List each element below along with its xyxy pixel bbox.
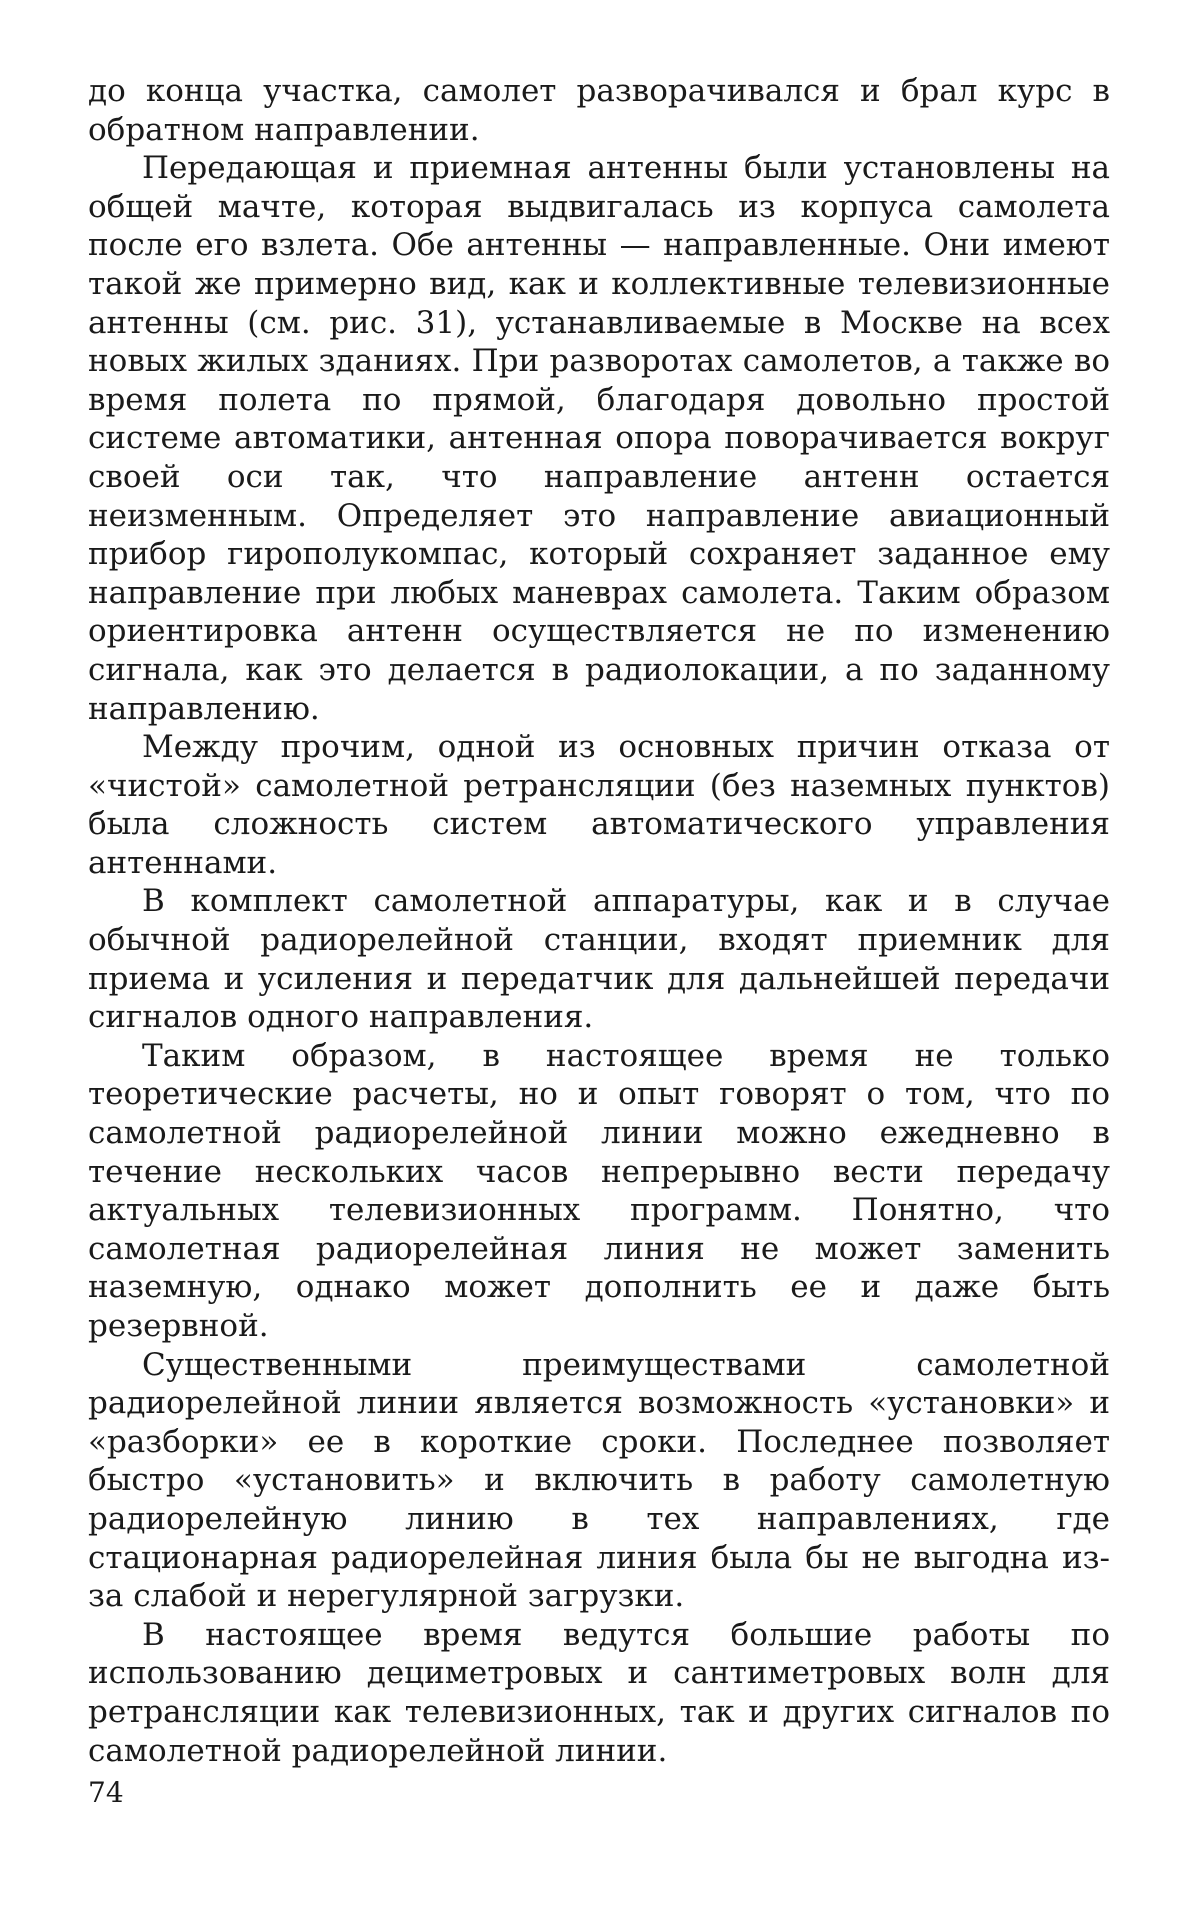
paragraph-equipment: В комплект самолетной аппаратуры, как и в случае обычной радиорелейной станции, входят приемник для приема и усиления и передатчик для дальнейшей передачи сигналов одного направления. [88, 883, 1110, 1036]
paragraph-advantages: Существенными преимуществами самолетной радиорелейной линии является возможность «установки» и «разборки» ее в короткие сроки. Последнее позволяет быстро «установить» и включить в работу самолетную радиорелейную линию в тех направлениях, где стационарная радиорелейная линия была бы не выгодна из-за слабой и нерегулярной загрузки. [88, 1346, 1110, 1615]
paragraph-continuation: до конца участка, самолет разворачивался и брал курс в обратном направлении. [88, 73, 1110, 148]
paragraph-antennas: Передающая и приемная антенны были установлены на общей мачте, которая выдвигалась из корпуса самолета после его взлета. Обе антенны — направленные. Они имеют такой же примерно вид, как и коллективные телевизионные антенны (см. рис. 31), устанавливаемые в Москве на всех новых жилых зданиях. При разворотах самолетов, а также во время полета по прямой, благодаря довольно простой системе автоматики, антенная опора поворачивается вокруг своей оси так, что направление антенн остается неизменным. Определяет это направление авиационный прибор гирополукомпас, который сохраняет заданное ему направление при любых маневрах самолета. Таким образом ориентировка антенн осуществляется не по изменению сигнала, как это делается в радиолокации, а по заданному направлению. [88, 150, 1110, 727]
book-page [88, 72, 1110, 1872]
paragraph-reasons: Между прочим, одной из основных причин отказа от «чистой» самолетной ретрансляции (без наземных пунктов) была сложность систем автоматического управления антеннами. [88, 729, 1110, 881]
paragraph-conclusion: Таким образом, в настоящее время не только теоретические расчеты, но и опыт говорят о том, что по самолетной радиорелейной линии можно ежедневно в течение нескольких часов непрерывно вести передачу актуальных телевизионных программ. Понятно, что самолетная радиорелейная линия не может заменить наземную, однако может дополнить ее и даже быть резервной. [88, 1037, 1110, 1344]
page-number: 74 [88, 1776, 124, 1809]
paragraph-current-work: В настоящее время ведутся большие работы по использованию дециметровых и сантиметровых волн для ретрансляции как телевизионных, так и других сигналов по самолетной радиорелейной линии. [88, 1616, 1110, 1769]
